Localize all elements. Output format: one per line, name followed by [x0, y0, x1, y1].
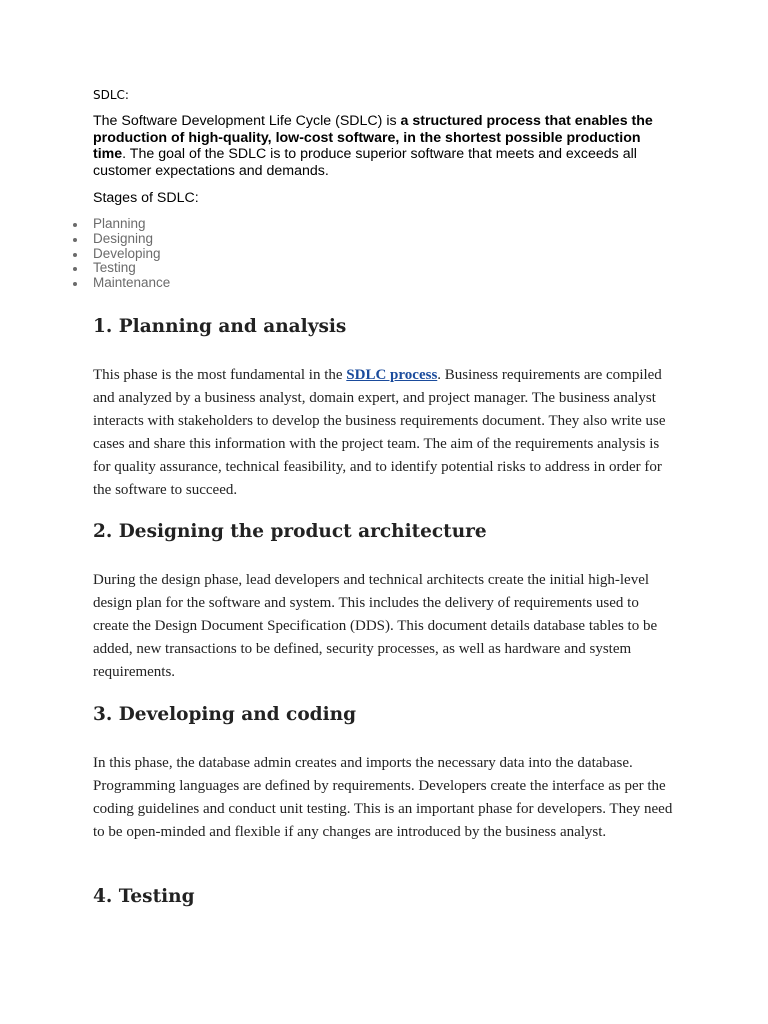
section-paragraph-developing: In this phase, the database admin creates and imports the necessary data into the database. Programming languages are defined by requirements. Developers create the interface as per the coding guidelines and conduct unit testing. This is an important phase for developers. They need to be open-minded and flexible if any changes are introduced by the business analyst.: [93, 755, 673, 840]
paragraph-text-end: . Business requirements are compiled and analyzed by a business analyst, domain expert, and project manager. The business analyst interacts with stakeholders to develop the business requirements document. They also write use cases and share this information with the project team. The aim of the requirements analysis is for quality assurance, technical feasibility, and to identify potential risks to address in order for the software to succeed.: [93, 367, 666, 498]
section-heading-developing: 3. Developing and coding: [93, 704, 357, 725]
section-paragraph-planning: [93, 364, 673, 501]
list-item-label: Developing: [93, 245, 161, 261]
document-label: SDLC:: [93, 88, 129, 102]
list-item-label: Designing: [93, 230, 154, 246]
intro-paragraph: [93, 113, 673, 179]
list-item: [93, 276, 170, 291]
list-item: [93, 247, 170, 262]
paragraph-text-start: This phase is the most fundamental in the: [93, 367, 347, 383]
bullet-icon: [73, 267, 77, 271]
stages-list: [93, 217, 170, 291]
list-item: [93, 232, 170, 247]
list-item-label: Planning: [93, 216, 146, 231]
section-heading-testing: 4. Testing: [93, 886, 195, 907]
list-item-label: Maintenance: [93, 275, 171, 291]
section-heading-planning: 1. Planning and analysis: [93, 316, 347, 337]
list-item-label: Testing: [93, 260, 136, 276]
section-paragraph-designing: During the design phase, lead developers and technical architects create the initial high-level design plan for the software and system. This includes the delivery of requirements used to create the Design Document Specification (DDS). This document details database tables to be added, new transactions to be defined, security processes, as well as hardware and system requirements.: [93, 572, 658, 680]
section-heading-designing: 2. Designing the product architecture: [93, 521, 487, 542]
bullet-icon: [73, 253, 77, 257]
intro-text-start: The Software Development Life Cycle (SDLC) is: [93, 113, 401, 129]
list-item: [93, 261, 170, 276]
bullet-icon: [73, 282, 77, 286]
bullet-icon: [73, 223, 77, 227]
intro-text-end: . The goal of the SDLC is to produce superior software that meets and exceeds all customer expectations and demands.: [93, 146, 637, 179]
sdlc-process-link[interactable]: SDLC process: [346, 367, 438, 383]
list-item: [93, 217, 170, 232]
bullet-icon: [73, 238, 77, 242]
stages-heading: Stages of SDLC:: [93, 190, 199, 206]
intro-bold-text: a structured process that enables the production of high-quality, low-cost software, in the shortest possible production time: [93, 113, 653, 162]
